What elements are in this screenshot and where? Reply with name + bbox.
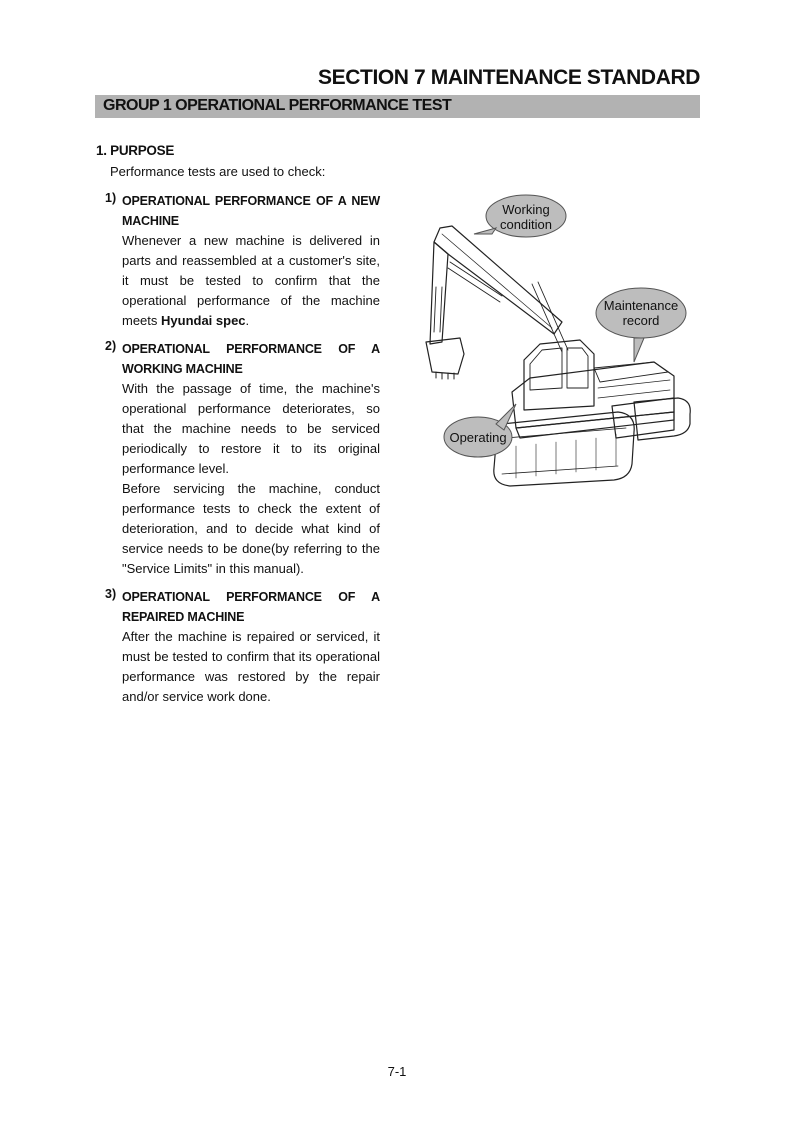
item-working-machine <box>105 339 380 579</box>
working-condition-line2: condition <box>499 217 553 232</box>
track-right <box>634 398 690 440</box>
item-body: Whenever a new machine is delivered in parts and reassembled at a customer's site, it must be tested to confirm that the operational performance of the machine meets Hyundai spec. <box>122 233 380 328</box>
item-new-machine <box>105 191 380 331</box>
maintenance-record-line2: record <box>622 313 660 328</box>
working-condition-line1: Working <box>502 202 550 217</box>
counterweight <box>612 398 674 438</box>
item-body: After the machine is repaired or serviced, it must be tested to confirm that its operational performance was restored by the repair and/or service work done. <box>122 629 380 704</box>
item-number: 2) <box>105 339 117 353</box>
item-number: 3) <box>105 587 117 601</box>
arm-cylinder <box>448 262 502 302</box>
page-number: 7-1 <box>387 1064 407 1079</box>
purpose-intro: Performance tests are used to check: <box>110 164 326 179</box>
item-repaired-machine <box>105 587 380 707</box>
boom <box>434 226 562 334</box>
upper-structure <box>512 362 674 428</box>
section-title: SECTION 7 MAINTENANCE STANDARD <box>318 66 700 89</box>
item-body-paragraph: With the passage of time, the machine's operational performance deteriorates, so that the machine needs to be serviced periodically to restore it to its original performance level. <box>122 381 380 476</box>
operating-label: Operating <box>449 430 507 445</box>
purpose-heading: 1. PURPOSE <box>96 143 175 158</box>
arm <box>430 242 448 344</box>
group-title: GROUP 1 OPERATIONAL PERFORMANCE TEST <box>103 97 452 114</box>
item-body-paragraph: Before servicing the machine, conduct performance tests to check the extent of deterioration, and to decide what kind of service needs to be done(by referring to the "Service Limits" in this manual). <box>122 481 380 576</box>
maintenance-record-line1: Maintenance <box>603 298 679 313</box>
excavator-illustration <box>412 192 702 492</box>
item-heading: OPERATIONAL PERFORMANCE OF A REPAIRED MACHINE <box>122 590 380 624</box>
item-number: 1) <box>105 191 117 205</box>
item-heading: OPERATIONAL PERFORMANCE OF A WORKING MACHINE <box>122 342 380 376</box>
group-title-bar <box>95 95 700 118</box>
hyundai-spec-text: Hyundai spec <box>161 313 246 328</box>
item-heading: OPERATIONAL PERFORMANCE OF A NEW MACHINE <box>122 194 380 228</box>
